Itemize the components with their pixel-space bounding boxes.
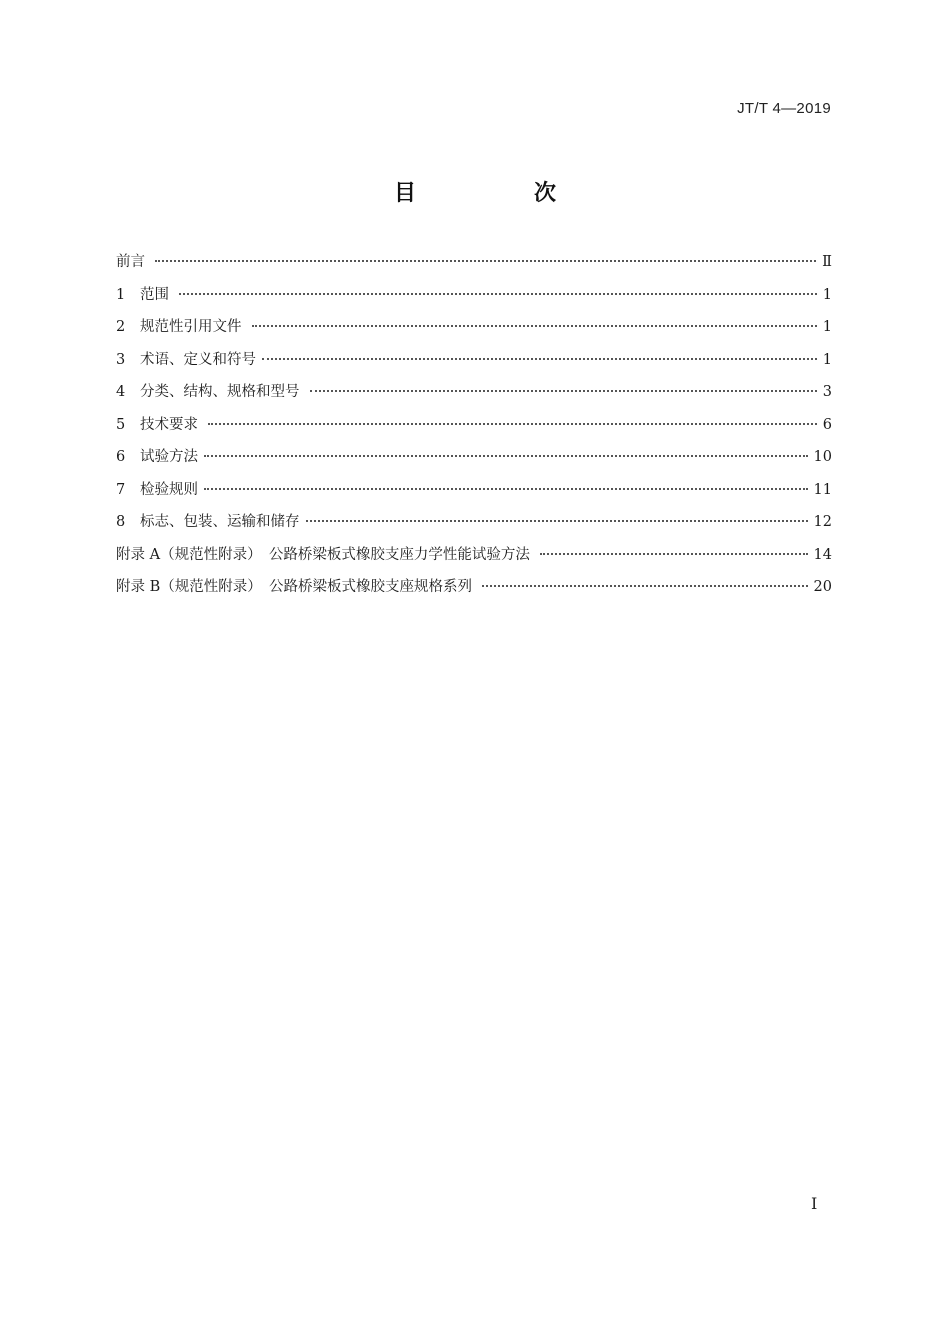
- toc-entry-title: 前言: [116, 254, 145, 270]
- toc-entry-page: 20: [813, 579, 832, 595]
- toc-entry-number: 5: [116, 416, 126, 433]
- toc-entry-number: 8: [116, 514, 126, 530]
- toc-entry-page: 1: [822, 319, 832, 335]
- toc-entry-title: 规范性引用文件: [140, 319, 242, 335]
- toc-dot-leader: [310, 390, 817, 392]
- toc-entry-number: 4: [116, 384, 126, 400]
- toc-dot-leader: [482, 585, 808, 587]
- standard-code: JT/T 4—2019: [737, 100, 831, 117]
- toc-entry-title: 标志、包装、运输和储存: [140, 514, 300, 530]
- toc-entry-page: 10: [813, 449, 832, 465]
- toc-entry-number: 7: [116, 481, 126, 498]
- toc-entry-page: 1: [822, 351, 832, 368]
- toc-entry-page: 6: [822, 416, 832, 433]
- toc-entry-terms-definitions[interactable]: [116, 348, 832, 381]
- toc-entry-number: 3: [116, 351, 126, 368]
- toc-entry-number: 2: [116, 319, 126, 335]
- toc-entry-number: 6: [116, 449, 126, 465]
- toc-dot-leader: [155, 260, 816, 262]
- toc-entry-page: 1: [822, 286, 832, 303]
- toc-entry-technical-requirements[interactable]: [116, 413, 832, 446]
- toc-entry-page: 14: [813, 546, 832, 563]
- toc-entry-title: 术语、定义和符号: [140, 351, 256, 368]
- toc-entry-page: 3: [822, 384, 832, 400]
- toc-dot-leader: [204, 455, 808, 457]
- toc-dot-leader: [204, 488, 808, 490]
- toc-entry-inspection-rules[interactable]: [116, 478, 832, 511]
- toc-dot-leader: [262, 358, 817, 360]
- table-of-contents: [116, 250, 832, 608]
- toc-dot-leader: [252, 325, 817, 327]
- toc-entry-title: 检验规则: [140, 481, 198, 498]
- page-number: Ⅰ: [811, 1194, 818, 1213]
- toc-entry-appendix-b[interactable]: [116, 575, 832, 608]
- toc-entry-title: 技术要求: [140, 416, 198, 433]
- toc-entry-page: 12: [813, 514, 832, 530]
- toc-dot-leader: [179, 293, 817, 295]
- toc-entry-number: 1: [116, 286, 126, 303]
- toc-title: 目 次: [393, 181, 604, 206]
- toc-entry-title: 范围: [140, 286, 169, 303]
- toc-entry-title: 分类、结构、规格和型号: [140, 384, 300, 400]
- toc-entry-marking-packaging[interactable]: [116, 510, 832, 543]
- toc-dot-leader: [208, 423, 817, 425]
- toc-dot-leader: [306, 520, 808, 522]
- toc-entry-page: 11: [813, 481, 832, 498]
- toc-entry-title: 试验方法: [140, 449, 198, 465]
- toc-entry-scope[interactable]: [116, 283, 832, 316]
- toc-entry-normative-references[interactable]: [116, 315, 832, 348]
- toc-entry-title: 附录 B（规范性附录） 公路桥梁板式橡胶支座规格系列: [116, 579, 473, 595]
- toc-entry-appendix-a[interactable]: [116, 543, 832, 576]
- toc-entry-page: Ⅱ: [822, 254, 832, 270]
- toc-dot-leader: [540, 553, 808, 555]
- toc-entry-test-methods[interactable]: [116, 445, 832, 478]
- toc-entry-foreword[interactable]: [116, 250, 832, 283]
- toc-entry-title: 附录 A（规范性附录） 公路桥梁板式橡胶支座力学性能试验方法: [116, 546, 530, 563]
- toc-entry-classification[interactable]: [116, 380, 832, 413]
